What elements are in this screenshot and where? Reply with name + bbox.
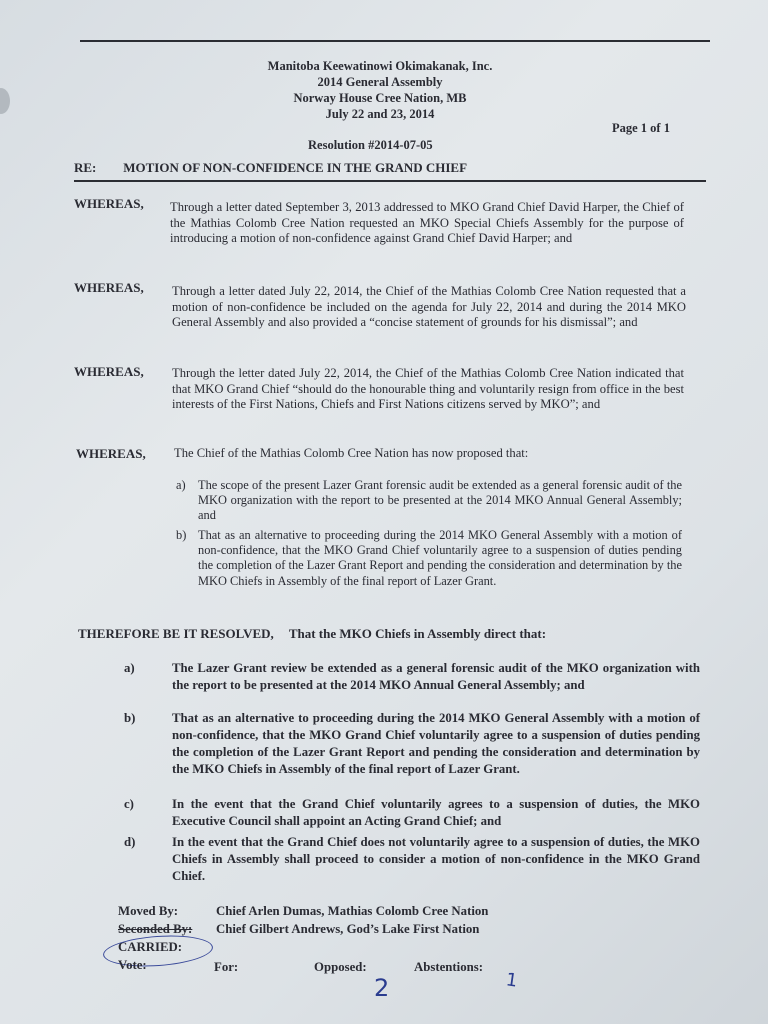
- whereas-label: WHEREAS,: [74, 364, 144, 379]
- re-line: [74, 160, 714, 176]
- handwritten-abstentions-count: 1: [504, 969, 519, 992]
- whereas-clause: [74, 196, 694, 262]
- opposed-label: Opposed:: [314, 960, 367, 974]
- whereas-label: WHEREAS,: [76, 446, 146, 461]
- top-rule: [80, 40, 710, 42]
- resolved-intro: That the MKO Chiefs in Assembly direct that:: [288, 626, 547, 641]
- header-org: Manitoba Keewatinowi Okimakanak, Inc.: [267, 59, 493, 73]
- whereas-text: Through a letter dated September 3, 2013 addressed to MKO Grand Chief David Harper, the Chief of the Mathias Colomb Cree Nation requested an MKO Special Chiefs Assembly for the purpose of introducing a motion of non-confidence against Grand Chief David Harper; and: [170, 200, 684, 245]
- abstentions-label: Abstentions:: [414, 960, 483, 974]
- for-label: For:: [214, 960, 239, 974]
- header-dates: July 22 and 23, 2014: [325, 107, 435, 121]
- re-rule: [74, 180, 706, 182]
- page-number: Page 1 of 1: [612, 121, 670, 135]
- resolved-key: b): [124, 711, 136, 725]
- seconded-by-value: Chief Gilbert Andrews, God’s Lake First Nation: [216, 922, 480, 936]
- whereas-clause: [74, 364, 694, 430]
- moved-by-value: Chief Arlen Dumas, Mathias Colomb Cree Nation: [216, 904, 489, 918]
- whereas-text: The Chief of the Mathias Colomb Cree Nation has now proposed that:: [174, 446, 529, 460]
- resolved-item: [124, 796, 704, 832]
- resolved-item: [124, 710, 704, 796]
- moved-by-label: Moved By:: [118, 904, 179, 918]
- document-header: [200, 58, 560, 122]
- proposal-text: That as an alternative to proceeding during the 2014 MKO General Assembly with a motion of non-confidence, that the MKO Grand Chief voluntarily agree to a suspension of duties pending the completion of the Lazer Grant Report and pending the consideration and determination by the MKO Chiefs in Assembly of the final report of Lazer Grant.: [198, 528, 682, 588]
- proposal-key: a): [176, 478, 186, 492]
- re-title: MOTION OF NON-CONFIDENCE IN THE GRAND CHIEF: [123, 160, 468, 175]
- whereas-clause: [76, 446, 696, 466]
- resolved-key: c): [124, 797, 134, 811]
- whereas-clause: [74, 280, 694, 346]
- proposal-text: The scope of the present Lazer Grant forensic audit be extended as a general forensic audit of the MKO organization with the report to be presented at the 2014 MKO Annual General Assembly; and: [198, 478, 682, 523]
- whereas-text: Through the letter dated July 22, 2014, the Chief of the Mathias Colomb Cree Nation indicated that that MKO Grand Chief “should do the honourable thing and voluntarily resign from office in the best interests of the First Nations, Chiefs and First Nations citizens served by MKO”; and: [172, 366, 684, 411]
- resolution-number: Resolution #2014-07-05: [308, 138, 433, 152]
- resolved-key: d): [124, 835, 136, 849]
- resolved-heading: [78, 626, 546, 642]
- handwritten-opposed-count: 2: [374, 974, 390, 1002]
- whereas-text: Through a letter dated July 22, 2014, the Chief of the Mathias Colomb Cree Nation requested that a motion of non-confidence be included on the agenda for July 22, 2014 and during the 2014 MKO General Assembly and also provided a “concise statement of grounds for his dismissal”; and: [172, 284, 686, 329]
- resolved-text: In the event that the Grand Chief voluntarily agrees to a suspension of duties, the MKO Executive Council shall appoint an Acting Grand Chief; and: [172, 797, 700, 828]
- proposal-item: [176, 478, 684, 530]
- resolved-key: a): [124, 661, 135, 675]
- vote-label: Vote:: [118, 958, 147, 972]
- resolved-text: That as an alternative to proceeding during the 2014 MKO General Assembly with a motion of non-confidence, that the MKO Grand Chief voluntarily agree to a suspension of duties pending the completion of the Lazer Grant Report and pending the consideration and determination by the MKO Chiefs in Assembly of the final report of Lazer Grant.: [172, 711, 700, 776]
- header-event: 2014 General Assembly: [317, 75, 443, 89]
- resolved-text: The Lazer Grant review be extended as a general forensic audit of the MKO organization with the report to be presented at the 2014 MKO Annual General Assembly; and: [172, 661, 700, 692]
- re-label: RE:: [74, 160, 97, 175]
- whereas-label: WHEREAS,: [74, 280, 144, 295]
- header-location: Norway House Cree Nation, MB: [293, 91, 467, 105]
- seconded-by-label: Seconded By:: [118, 922, 193, 936]
- proposal-key: b): [176, 528, 187, 542]
- carried-label: CARRIED:: [118, 940, 182, 954]
- resolved-item: [124, 660, 704, 712]
- resolved-text: In the event that the Grand Chief does not voluntarily agree to a suspension of duties, the MKO Chiefs in Assembly shall proceed to consider a motion of non-confidence in the MKO Grand Chief.: [172, 835, 700, 883]
- punch-hole: [0, 88, 10, 114]
- proposal-item: [176, 528, 684, 610]
- whereas-label: WHEREAS,: [74, 196, 144, 211]
- resolved-item: [124, 834, 704, 886]
- resolved-label: THEREFORE BE IT RESOLVED,: [78, 626, 274, 641]
